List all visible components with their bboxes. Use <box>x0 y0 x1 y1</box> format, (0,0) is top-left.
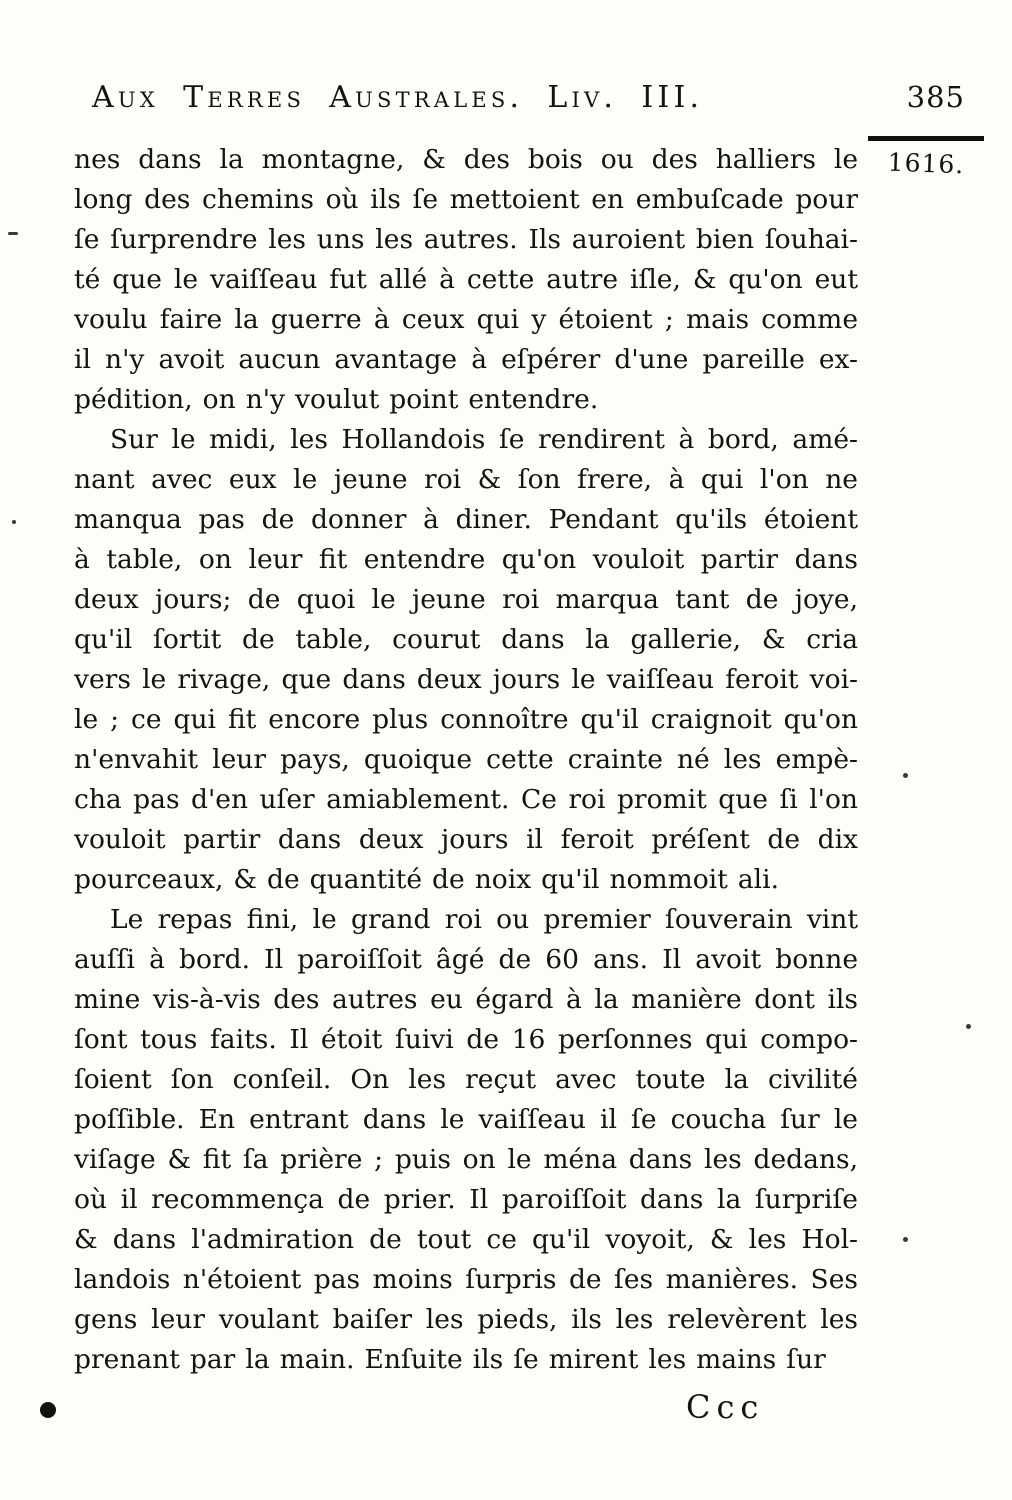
text-line: deux jours; de quoi le jeune roi marqua tant de joye, <box>74 584 858 615</box>
scan-speck <box>903 773 908 778</box>
text-line: où il recommença de prier. Il paroiſſoit dans la ſurpriſe <box>74 1184 858 1215</box>
margin-note <box>866 136 986 178</box>
text-line: viſage & fit ſa prière ; puis on le ména dans les dedans, <box>74 1144 858 1175</box>
text-line: cha pas d'en uſer amiablement. Ce roi promit que ſi l'on <box>74 784 858 815</box>
text-line: le ; ce qui fit encore plus connoître qu'il craignoit qu'on <box>74 704 858 735</box>
text-line: ſoient ſon conſeil. On les reçut avec toute la civilité <box>74 1064 858 1095</box>
ink-dot <box>40 1402 56 1418</box>
text-line: & dans l'admiration de tout ce qu'il voyoit, & les Hol- <box>74 1224 858 1255</box>
text-line: poſſible. En entrant dans le vaiſſeau il ſe coucha ſur le <box>74 1104 858 1135</box>
body-text <box>74 140 858 1380</box>
text-line: prenant par la main. Enſuite ils ſe mirent les mains ſur <box>74 1344 826 1375</box>
text-line: manqua pas de donner à diner. Pendant qu'ils étoient <box>74 504 858 535</box>
scan-speck <box>966 1024 971 1029</box>
scan-speck <box>903 1237 908 1242</box>
text-line: pourceaux, & de quantité de noix qu'il nommoit ali. <box>74 864 779 895</box>
text-line: mine vis-à-vis des autres eu égard à la manière dont ils <box>74 984 858 1015</box>
signature-catchword: Ccc <box>686 1388 765 1426</box>
text-line: voulu faire la guerre à ceux qui y étoient ; mais comme <box>74 304 858 335</box>
text-line: nes dans la montagne, & des bois ou des halliers le <box>74 144 858 175</box>
text-line: pédition, on n'y voulut point entendre. <box>74 384 599 415</box>
scan-speck <box>8 232 18 235</box>
text-line: ſont tous faits. Il étoit ſuivi de 16 perſonnes qui compo- <box>74 1024 858 1055</box>
text-line: Sur le midi, les Hollandois ſe rendirent à bord, amé- <box>110 424 858 455</box>
text-line: té que le vaiſſeau fut allé à cette autre iſle, & qu'on eut <box>74 264 858 295</box>
text-line: long des chemins où ils ſe mettoient en embuſcade pour <box>74 184 858 215</box>
scan-speck <box>12 520 16 524</box>
running-head <box>92 80 965 115</box>
text-line: Le repas fini, le grand roi ou premier ſouverain vint <box>110 904 858 935</box>
text-line: n'envahit leur pays, quoique cette crainte né les empè- <box>74 744 858 775</box>
text-line: ſe ſurprendre les uns les autres. Ils auroient bien ſouhai- <box>74 224 858 255</box>
text-line: qu'il ſortit de table, courut dans la gallerie, & cria <box>74 624 858 655</box>
text-line: vers le rivage, que dans deux jours le vaiſſeau feroit voi- <box>74 664 858 695</box>
page-number: 385 <box>906 80 965 114</box>
text-line: nant avec eux le jeune roi & ſon frere, à qui l'on ne <box>74 464 858 495</box>
text-line: gens leur voulant baiſer les pieds, ils les relevèrent les <box>74 1304 858 1335</box>
margin-rule <box>868 136 984 141</box>
running-head-title: Aux Terres Australes. Liv. III. <box>92 80 704 115</box>
text-line: auſſi à bord. Il paroiſſoit âgé de 60 ans. Il avoit bonne <box>74 944 858 975</box>
text-line: il n'y avoit aucun avantage à eſpérer d'une pareille ex- <box>74 344 858 375</box>
text-line: landois n'étoient pas moins ſurpris de ſes manières. Ses <box>74 1264 858 1295</box>
text-line: à table, on leur fit entendre qu'on vouloit partir dans <box>74 544 858 575</box>
margin-year: 1616. <box>887 147 965 180</box>
text-line: vouloit partir dans deux jours il feroit préſent de dix <box>74 824 858 855</box>
